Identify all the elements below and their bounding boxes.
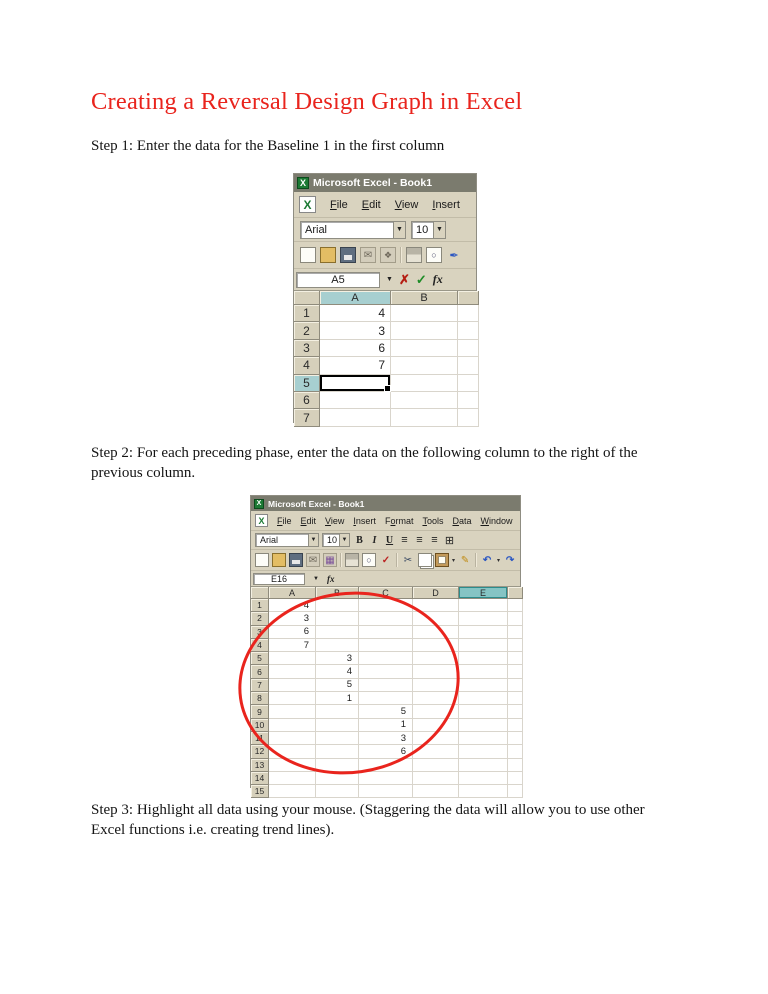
row-header-2[interactable]: 2 [251, 612, 269, 625]
chevron-down-icon[interactable]: ▼ [393, 222, 405, 238]
cell-partial [458, 357, 479, 374]
cell-b5[interactable] [391, 375, 458, 392]
cell-partial [458, 392, 479, 409]
row-header-5[interactable]: 5 [294, 375, 320, 392]
cell-b2[interactable] [391, 322, 458, 339]
cell-partial [508, 719, 523, 732]
print-icon[interactable] [345, 553, 359, 567]
clipped-icon[interactable] [446, 247, 462, 263]
cell-partial [458, 375, 479, 392]
row-header-15[interactable]: 15 [251, 785, 269, 798]
name-box[interactable]: E16 [253, 573, 305, 585]
cell-e9[interactable] [459, 705, 508, 718]
cell-partial [458, 409, 479, 426]
grid-row-6 [251, 665, 520, 678]
excel-screenshot-2 [250, 495, 521, 797]
cell-c11[interactable]: 3 [359, 732, 413, 745]
column-header-row [294, 291, 476, 305]
step2-text [91, 444, 731, 483]
menu-bar [251, 511, 520, 531]
grid-row-2 [294, 322, 476, 339]
column-header-a[interactable]: A [320, 291, 391, 305]
cell-e4[interactable] [459, 639, 508, 652]
cell-partial [508, 665, 523, 678]
menu-item-tools[interactable]: Tools [422, 515, 444, 526]
align-left-button[interactable]: ≡ [401, 534, 408, 546]
grid-row-12 [251, 745, 520, 758]
font-name-select[interactable]: Arial ▼ [300, 221, 406, 239]
align-right-button[interactable]: ≡ [431, 534, 438, 546]
menu-item-view[interactable]: View [325, 515, 345, 526]
window-title: Microsoft Excel - Book1 [313, 177, 433, 189]
formula-bar [251, 571, 520, 587]
save-icon[interactable] [340, 247, 356, 263]
font-name-select[interactable]: Arial ▼ [255, 533, 319, 547]
chevron-down-icon[interactable]: ▼ [433, 222, 445, 238]
row-header-4[interactable]: 4 [251, 639, 269, 652]
menu-item-window[interactable]: Window [480, 515, 513, 526]
cell-a7[interactable] [320, 409, 391, 426]
page-title: Creating a Reversal Design Graph in Excel [91, 88, 523, 115]
chevron-down-icon[interactable]: ▼ [386, 276, 393, 283]
menu-item-edit[interactable]: Edit [300, 515, 317, 526]
grid-row-8 [251, 692, 520, 705]
row-header-6[interactable]: 6 [294, 392, 320, 409]
cell-a4[interactable]: 7 [320, 357, 391, 374]
grid-row-5 [251, 652, 520, 665]
grid-row-11 [251, 732, 520, 745]
cell-partial [458, 322, 479, 339]
cell-e3[interactable] [459, 626, 508, 639]
row-header-9[interactable]: 9 [251, 705, 269, 718]
column-header-row [251, 587, 520, 599]
cell-b3[interactable] [391, 340, 458, 357]
grid-row-7 [294, 409, 476, 426]
copy-icon[interactable] [418, 553, 432, 567]
cell-c10[interactable]: 1 [359, 719, 413, 732]
cell-b6[interactable] [391, 392, 458, 409]
grid-row-10 [251, 719, 520, 732]
cell-e11[interactable] [459, 732, 508, 745]
window-titlebar [251, 496, 520, 511]
italic-button[interactable]: I [372, 534, 377, 546]
grid-row-3 [251, 626, 520, 639]
save-icon[interactable] [289, 553, 303, 567]
cell-c13[interactable] [359, 759, 413, 772]
cell-c2[interactable] [359, 612, 413, 625]
cell-a7[interactable] [269, 679, 316, 692]
chevron-down-icon[interactable]: ▾ [497, 557, 501, 564]
cell-d2[interactable] [413, 612, 459, 625]
cell-partial [508, 652, 523, 665]
cell-a1[interactable]: 4 [269, 599, 316, 612]
window-title: Microsoft Excel - Book1 [268, 498, 365, 509]
cell-a1[interactable]: 4 [320, 305, 391, 322]
cell-c4[interactable] [359, 639, 413, 652]
cell-a15[interactable] [269, 785, 316, 798]
cell-b13[interactable] [316, 759, 359, 772]
cell-b1[interactable] [391, 305, 458, 322]
cell-partial [508, 626, 523, 639]
cell-a3[interactable]: 6 [320, 340, 391, 357]
grid-row-2 [251, 612, 520, 625]
cell-c3[interactable] [359, 626, 413, 639]
cell-a2[interactable]: 3 [269, 612, 316, 625]
select-all-corner[interactable] [251, 587, 269, 599]
formula-bar [294, 269, 476, 291]
step3-text [91, 801, 731, 840]
cell-partial [508, 612, 523, 625]
cell-e8[interactable] [459, 692, 508, 705]
cell-a10[interactable] [269, 719, 316, 732]
cell-d9[interactable] [413, 705, 459, 718]
spreadsheet-grid [294, 291, 476, 424]
cell-c15[interactable] [359, 785, 413, 798]
menu-item-file[interactable]: File [330, 198, 348, 211]
row-header-13[interactable]: 13 [251, 759, 269, 772]
excel-app-icon: X [254, 499, 264, 509]
step1-line: Step 1: Enter the data for the Baseline 1 in the first column [91, 138, 445, 154]
cell-partial [458, 340, 479, 357]
row-header-14[interactable]: 14 [251, 772, 269, 785]
search-icon[interactable] [380, 247, 396, 263]
cell-c12[interactable]: 6 [359, 745, 413, 758]
cell-d12[interactable] [413, 745, 459, 758]
cell-b4[interactable] [316, 639, 359, 652]
menu-bar [294, 192, 476, 218]
grid-row-3 [294, 340, 476, 357]
menu-items [330, 199, 460, 211]
menu-item-data[interactable]: Data [452, 515, 472, 526]
cell-partial [508, 745, 523, 758]
cell-partial [508, 732, 523, 745]
format-painter-icon[interactable] [458, 553, 472, 567]
cell-a3[interactable]: 6 [269, 626, 316, 639]
step3-line1: Step 3: Highlight all data using your mouse. (Staggering the data will allow you to use other [91, 802, 645, 818]
cell-d4[interactable] [413, 639, 459, 652]
row-header-11[interactable]: 11 [251, 732, 269, 745]
row-header-10[interactable]: 10 [251, 719, 269, 732]
step3-line2: Excel functions i.e. creating trend lines). [91, 821, 335, 838]
format-buttons [353, 533, 456, 547]
spreadsheet-grid [251, 587, 520, 797]
insert-function-button[interactable]: fx [326, 573, 335, 584]
row-header-1[interactable]: 1 [251, 599, 269, 612]
cell-d1[interactable] [413, 599, 459, 612]
cell-e5[interactable] [459, 652, 508, 665]
cell-d15[interactable] [413, 785, 459, 798]
cell-c6[interactable] [359, 665, 413, 678]
standard-toolbar [294, 242, 476, 269]
column-header-b[interactable]: B [316, 587, 359, 599]
column-header-b[interactable]: B [391, 291, 458, 305]
toolbar-separator [400, 247, 402, 263]
select-all-corner[interactable] [294, 291, 320, 305]
cell-a8[interactable] [269, 692, 316, 705]
workbook-icon: X [299, 196, 316, 213]
underline-button[interactable]: U [385, 534, 394, 546]
open-folder-icon[interactable] [272, 553, 286, 567]
grid-row-4 [251, 639, 520, 652]
insert-function-button[interactable]: fx [432, 272, 443, 286]
font-size-select[interactable]: 10 ▼ [322, 533, 350, 547]
row-header-3[interactable]: 3 [294, 340, 320, 357]
print-preview-icon[interactable] [362, 553, 376, 567]
workbook-icon: X [255, 514, 268, 527]
cell-d8[interactable] [413, 692, 459, 705]
toolbar-separator [340, 553, 342, 567]
step2-line2: previous column. [91, 464, 196, 481]
step1-text [91, 137, 731, 157]
cell-d3[interactable] [413, 626, 459, 639]
grid-row-5 [294, 375, 476, 392]
cell-e12[interactable] [459, 745, 508, 758]
excel-app-icon: X [297, 177, 309, 189]
cut-icon[interactable] [401, 553, 415, 567]
redo-icon[interactable] [503, 553, 517, 567]
cell-a11[interactable] [269, 732, 316, 745]
enter-icon[interactable]: ✓ [415, 271, 427, 287]
cell-e7[interactable] [459, 679, 508, 692]
chevron-down-icon[interactable]: ▼ [308, 534, 318, 546]
menu-item-insert[interactable]: Insert [353, 515, 376, 526]
window-titlebar [294, 174, 476, 192]
cell-partial [508, 639, 523, 652]
column-header-d[interactable]: D [413, 587, 459, 599]
grid-row-6 [294, 392, 476, 409]
cell-d13[interactable] [413, 759, 459, 772]
menu-item-file[interactable]: File [277, 515, 292, 526]
cell-b7[interactable]: 5 [316, 679, 359, 692]
mail-icon[interactable] [306, 553, 320, 567]
chevron-down-icon[interactable]: ▼ [313, 575, 319, 582]
toolbar-separator [396, 553, 398, 567]
cell-partial [508, 705, 523, 718]
row-header-4[interactable]: 4 [294, 357, 320, 374]
cell-a2[interactable]: 3 [320, 322, 391, 339]
cell-b1[interactable] [316, 599, 359, 612]
cell-a14[interactable] [269, 772, 316, 785]
cell-b11[interactable] [316, 732, 359, 745]
cell-e15[interactable] [459, 785, 508, 798]
name-box[interactable]: A5 [296, 272, 380, 288]
row-header-8[interactable]: 8 [251, 692, 269, 705]
new-document-icon[interactable] [300, 247, 316, 263]
cell-a12[interactable] [269, 745, 316, 758]
cell-e14[interactable] [459, 772, 508, 785]
cell-c7[interactable] [359, 679, 413, 692]
cell-partial [508, 785, 523, 798]
row-header-7[interactable]: 7 [294, 409, 320, 426]
step2-line1: Step 2: For each preceding phase, enter the data on the following column to the right of the [91, 445, 638, 461]
paste-special-icon[interactable] [323, 553, 337, 567]
cell-c8[interactable] [359, 692, 413, 705]
cell-partial [508, 679, 523, 692]
menu-item-view[interactable]: View [394, 198, 419, 211]
menu-item-edit[interactable]: Edit [361, 198, 381, 211]
cell-d11[interactable] [413, 732, 459, 745]
grid-row-13 [251, 759, 520, 772]
row-header-12[interactable]: 12 [251, 745, 269, 758]
excel-screenshot-1 [293, 173, 477, 423]
cell-a5[interactable] [320, 375, 391, 392]
standard-toolbar [251, 550, 520, 571]
cell-b4[interactable] [391, 357, 458, 374]
cell-d14[interactable] [413, 772, 459, 785]
cell-a6[interactable] [269, 665, 316, 678]
grid-row-15 [251, 785, 520, 798]
mail-icon[interactable] [360, 247, 376, 263]
cell-b14[interactable] [316, 772, 359, 785]
undo-icon[interactable] [480, 553, 494, 567]
row-header-2[interactable]: 2 [294, 322, 320, 339]
cell-d10[interactable] [413, 719, 459, 732]
row-header-6[interactable]: 6 [251, 665, 269, 678]
menu-items [277, 516, 513, 526]
grid-row-9 [251, 705, 520, 718]
menu-item-format[interactable]: Format [384, 515, 414, 526]
paste-icon[interactable] [435, 553, 449, 567]
cell-partial [508, 599, 523, 612]
cell-partial [508, 772, 523, 785]
formatting-toolbar [251, 531, 520, 550]
font-size-select[interactable]: 10 ▼ [411, 221, 446, 239]
print-icon[interactable] [406, 247, 422, 263]
chevron-down-icon[interactable]: ▾ [452, 557, 456, 564]
cell-e2[interactable] [459, 612, 508, 625]
column-header-e[interactable]: E [459, 587, 508, 599]
chevron-down-icon[interactable]: ▼ [339, 534, 349, 546]
open-folder-icon[interactable] [320, 247, 336, 263]
row-header-5[interactable]: 5 [251, 652, 269, 665]
cell-b2[interactable] [316, 612, 359, 625]
bold-button[interactable]: B [356, 534, 363, 546]
cell-b12[interactable] [316, 745, 359, 758]
cell-e13[interactable] [459, 759, 508, 772]
cell-a4[interactable]: 7 [269, 639, 316, 652]
cell-partial [458, 305, 479, 322]
grid-row-1 [251, 599, 520, 612]
cell-c5[interactable] [359, 652, 413, 665]
column-header-a[interactable]: A [269, 587, 316, 599]
new-document-icon[interactable] [255, 553, 269, 567]
cell-c14[interactable] [359, 772, 413, 785]
cell-partial [508, 692, 523, 705]
cell-b5[interactable]: 3 [316, 652, 359, 665]
cell-e10[interactable] [459, 719, 508, 732]
align-center-button[interactable]: ≡ [416, 534, 423, 546]
formatting-toolbar [294, 218, 476, 242]
cell-c9[interactable]: 5 [359, 705, 413, 718]
column-header-partial [508, 587, 523, 599]
column-header-c[interactable]: C [359, 587, 413, 599]
cell-d7[interactable] [413, 679, 459, 692]
print-preview-icon[interactable] [426, 247, 442, 263]
cell-b8[interactable]: 1 [316, 692, 359, 705]
grid-row-4 [294, 357, 476, 374]
cell-b3[interactable] [316, 626, 359, 639]
cancel-icon[interactable]: ✗ [398, 271, 410, 287]
cell-b7[interactable] [391, 409, 458, 426]
cell-c1[interactable] [359, 599, 413, 612]
cell-b10[interactable] [316, 719, 359, 732]
cell-b6[interactable]: 4 [316, 665, 359, 678]
cell-partial [508, 759, 523, 772]
cell-b15[interactable] [316, 785, 359, 798]
grid-row-7 [251, 679, 520, 692]
cell-d6[interactable] [413, 665, 459, 678]
merge-center-button[interactable]: ⊞ [444, 534, 455, 547]
cell-b9[interactable] [316, 705, 359, 718]
cell-a6[interactable] [320, 392, 391, 409]
toolbar-separator [475, 553, 477, 567]
cell-e1[interactable] [459, 599, 508, 612]
cell-e6[interactable] [459, 665, 508, 678]
cell-a5[interactable] [269, 652, 316, 665]
row-header-1[interactable]: 1 [294, 305, 320, 322]
cell-a13[interactable] [269, 759, 316, 772]
grid-row-14 [251, 772, 520, 785]
column-header-partial [458, 291, 479, 305]
row-header-7[interactable]: 7 [251, 679, 269, 692]
menu-item-insert[interactable]: Insert [432, 198, 460, 211]
grid-row-1 [294, 305, 476, 322]
cell-d5[interactable] [413, 652, 459, 665]
cell-a9[interactable] [269, 705, 316, 718]
spelling-icon[interactable] [379, 553, 393, 567]
row-header-3[interactable]: 3 [251, 626, 269, 639]
